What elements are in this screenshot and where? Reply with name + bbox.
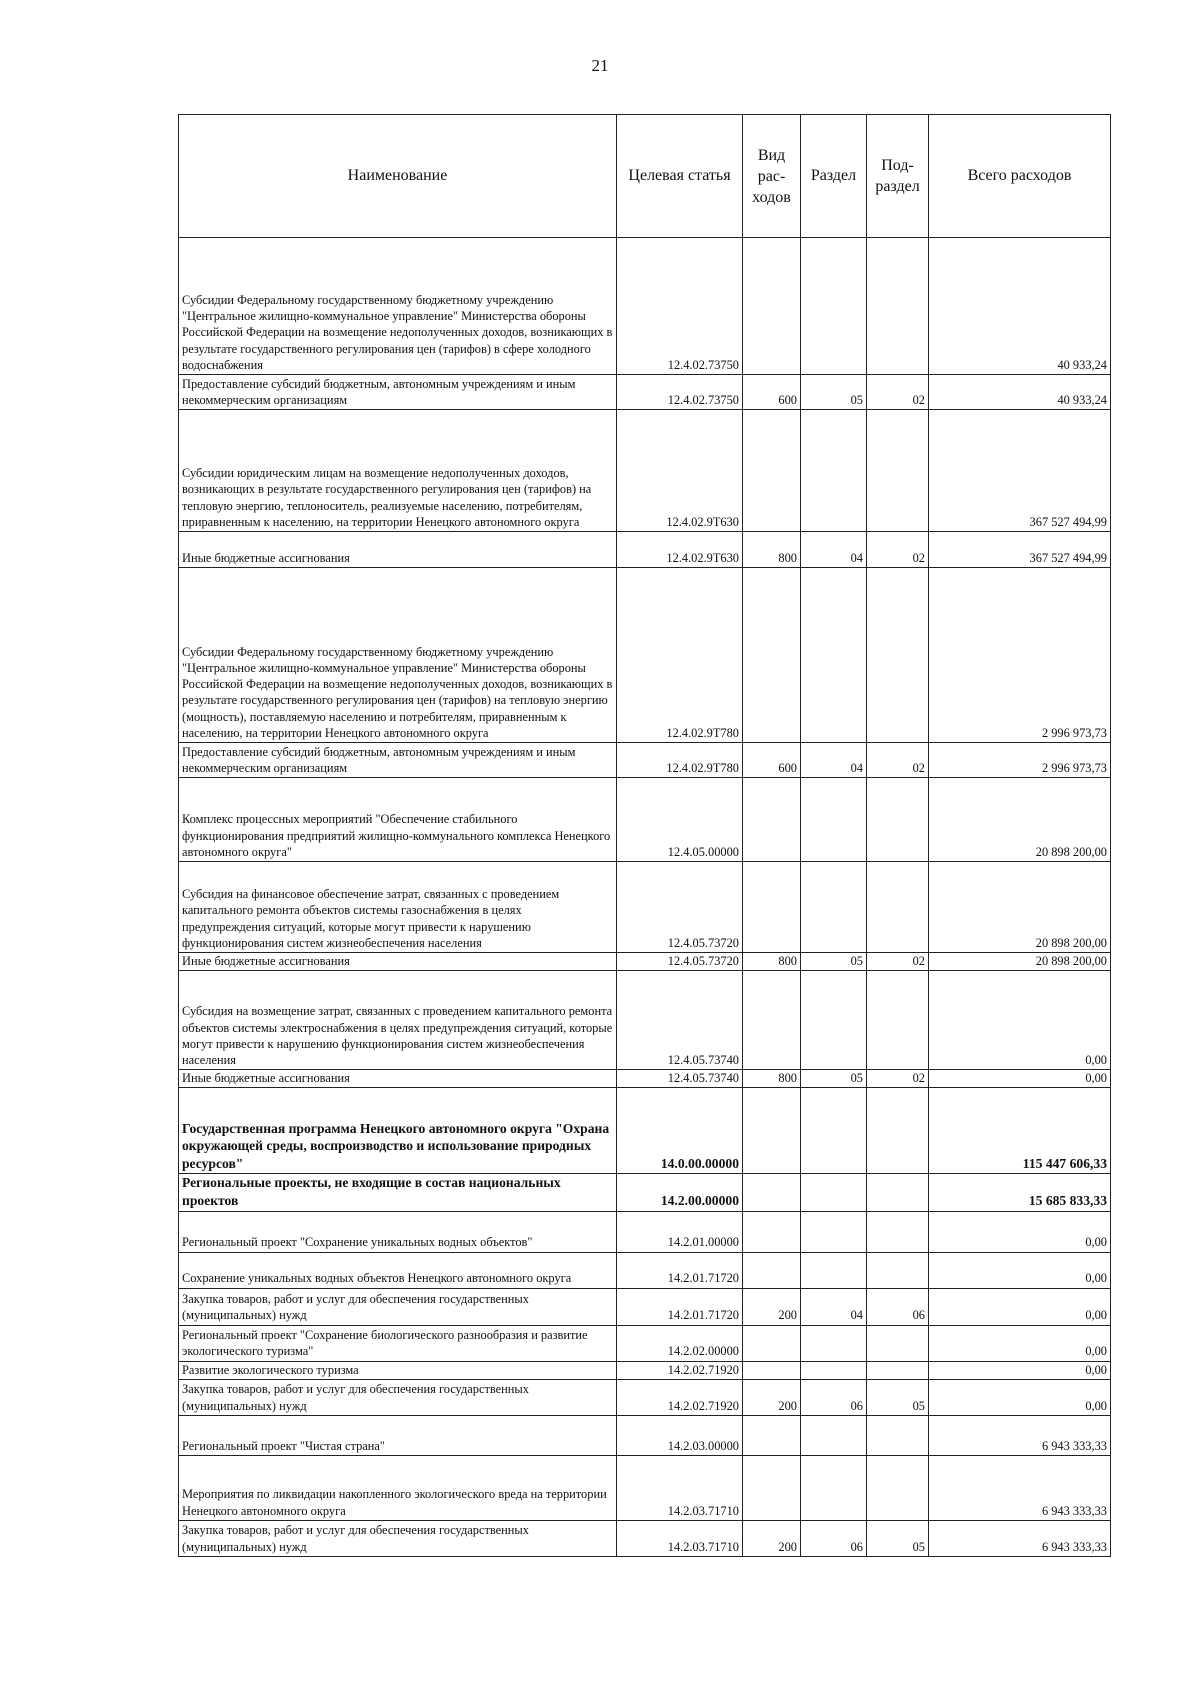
row-subsection	[867, 1361, 929, 1379]
table-row	[179, 1379, 1111, 1415]
row-target: 12.4.05.73740	[617, 1070, 743, 1088]
row-target: 12.4.05.73740	[617, 971, 743, 1070]
row-name: Развитие экологического туризма	[179, 1361, 617, 1379]
header-total: Всего расходов	[929, 115, 1111, 238]
row-target: 12.4.02.9Т780	[617, 743, 743, 778]
row-total: 0,00	[929, 1288, 1111, 1325]
row-section	[801, 1455, 867, 1520]
row-name: Закупка товаров, работ и услуг для обеспечения государственных (муниципальных) нужд	[179, 1379, 617, 1415]
row-subsection: 02	[867, 375, 929, 410]
budget-table	[178, 114, 1111, 1557]
row-type	[743, 778, 801, 862]
row-subsection	[867, 1088, 929, 1174]
row-name: Закупка товаров, работ и услуг для обеспечения государственных (муниципальных) нужд	[179, 1288, 617, 1325]
table-row	[179, 410, 1111, 532]
table-row	[179, 1174, 1111, 1211]
row-section	[801, 1325, 867, 1361]
row-name: Иные бюджетные ассигнования	[179, 1070, 617, 1088]
row-type	[743, 568, 801, 743]
row-type	[743, 971, 801, 1070]
row-name: Субсидия на возмещение затрат, связанных с проведением капитального ремонта объектов системы электроснабжения в целях предупреждения ситуаций, которые могут привести к нарушению функционирования систем жизнеобеспечения населения	[179, 971, 617, 1070]
row-subsection	[867, 1415, 929, 1455]
header-subsection: Под-раздел	[867, 115, 929, 238]
table-row	[179, 1415, 1111, 1455]
row-name: Государственная программа Ненецкого автономного округа "Охрана окружающей среды, воспроизводство и использование природных ресурсов"	[179, 1088, 617, 1174]
table-row	[179, 778, 1111, 862]
row-section: 05	[801, 375, 867, 410]
row-type	[743, 238, 801, 375]
row-total: 6 943 333,33	[929, 1415, 1111, 1455]
row-name: Мероприятия по ликвидации накопленного экологического вреда на территории Ненецкого автономного округа	[179, 1455, 617, 1520]
row-section: 06	[801, 1520, 867, 1556]
row-type: 200	[743, 1379, 801, 1415]
table-row	[179, 1455, 1111, 1520]
row-subsection	[867, 1211, 929, 1252]
row-total: 0,00	[929, 1252, 1111, 1288]
row-total: 20 898 200,00	[929, 862, 1111, 953]
row-subsection	[867, 1455, 929, 1520]
table-row	[179, 862, 1111, 953]
table-row	[179, 1088, 1111, 1174]
row-target: 14.2.01.00000	[617, 1211, 743, 1252]
row-name: Комплекс процессных мероприятий "Обеспечение стабильного функционирования предприятий жилищно-коммунального комплекса Ненецкого автономного округа"	[179, 778, 617, 862]
table-header-row	[179, 115, 1111, 238]
row-subsection	[867, 862, 929, 953]
row-type: 800	[743, 532, 801, 568]
row-section: 04	[801, 743, 867, 778]
row-subsection	[867, 778, 929, 862]
row-target: 14.2.01.71720	[617, 1252, 743, 1288]
row-section	[801, 238, 867, 375]
row-section: 04	[801, 1288, 867, 1325]
row-target: 12.4.05.00000	[617, 778, 743, 862]
table-row	[179, 1252, 1111, 1288]
row-name: Предоставление субсидий бюджетным, автономным учреждениям и иным некоммерческим организациям	[179, 375, 617, 410]
row-subsection	[867, 238, 929, 375]
row-target: 14.2.02.71920	[617, 1361, 743, 1379]
row-total: 0,00	[929, 1361, 1111, 1379]
header-section: Раздел	[801, 115, 867, 238]
table-row	[179, 1288, 1111, 1325]
row-total: 0,00	[929, 1379, 1111, 1415]
table-row	[179, 1361, 1111, 1379]
row-total: 0,00	[929, 1070, 1111, 1088]
row-type: 200	[743, 1520, 801, 1556]
row-subsection	[867, 410, 929, 532]
table-row	[179, 238, 1111, 375]
row-total: 0,00	[929, 1325, 1111, 1361]
row-subsection	[867, 971, 929, 1070]
row-type	[743, 1415, 801, 1455]
row-name: Сохранение уникальных водных объектов Ненецкого автономного округа	[179, 1252, 617, 1288]
row-total: 6 943 333,33	[929, 1520, 1111, 1556]
row-name: Иные бюджетные ассигнования	[179, 532, 617, 568]
row-target: 14.2.02.00000	[617, 1325, 743, 1361]
header-expense-type: Вид рас-ходов	[743, 115, 801, 238]
row-name: Субсидии Федеральному государственному бюджетному учреждению "Центральное жилищно-коммунальное управление" Министерства обороны Российской Федерации на возмещение недополученных доходов, возникающих в результате государственного регулирования цен (тарифов) на тепловую энергию (мощность), поставляемую населению и потребителям, приравненным к населению, на территории Ненецкого автономного округа	[179, 568, 617, 743]
row-subsection: 02	[867, 953, 929, 971]
row-type	[743, 1088, 801, 1174]
row-target: 12.4.02.9Т780	[617, 568, 743, 743]
row-type	[743, 1174, 801, 1211]
row-name: Предоставление субсидий бюджетным, автономным учреждениям и иным некоммерческим организациям	[179, 743, 617, 778]
row-target: 14.2.03.00000	[617, 1415, 743, 1455]
row-name: Иные бюджетные ассигнования	[179, 953, 617, 971]
row-section	[801, 1252, 867, 1288]
row-section: 04	[801, 532, 867, 568]
row-subsection: 02	[867, 532, 929, 568]
row-total: 20 898 200,00	[929, 953, 1111, 971]
row-total: 367 527 494,99	[929, 532, 1111, 568]
row-type: 600	[743, 743, 801, 778]
row-name: Региональный проект "Сохранение биологического разнообразия и развитие экологического туризма"	[179, 1325, 617, 1361]
row-type	[743, 410, 801, 532]
row-type	[743, 1325, 801, 1361]
row-total: 0,00	[929, 971, 1111, 1070]
row-total: 20 898 200,00	[929, 778, 1111, 862]
row-type: 200	[743, 1288, 801, 1325]
header-target-article: Целевая статья	[617, 115, 743, 238]
row-subsection	[867, 1252, 929, 1288]
row-type	[743, 1252, 801, 1288]
row-name: Региональный проект "Сохранение уникальных водных объектов"	[179, 1211, 617, 1252]
row-subsection: 06	[867, 1288, 929, 1325]
row-name: Региональный проект "Чистая страна"	[179, 1415, 617, 1455]
table-row	[179, 953, 1111, 971]
row-type: 600	[743, 375, 801, 410]
row-target: 12.4.02.9Т630	[617, 532, 743, 568]
row-subsection: 02	[867, 743, 929, 778]
row-total: 0,00	[929, 1211, 1111, 1252]
row-section: 06	[801, 1379, 867, 1415]
row-target: 14.0.00.00000	[617, 1088, 743, 1174]
row-total: 40 933,24	[929, 238, 1111, 375]
row-total: 6 943 333,33	[929, 1455, 1111, 1520]
row-section	[801, 1174, 867, 1211]
row-section	[801, 568, 867, 743]
table-row	[179, 568, 1111, 743]
row-name: Субсидии Федеральному государственному бюджетному учреждению "Центральное жилищно-коммунальное управление" Министерства обороны Российской Федерации на возмещение недополученных доходов, возникающих в результате государственного регулирования цен (тарифов) в сфере холодного водоснабжения	[179, 238, 617, 375]
row-name: Субсидия на финансовое обеспечение затрат, связанных с проведением капитального ремонта объектов системы газоснабжения в целях предупреждения ситуаций, которые могут привести к нарушению функционирования систем жизнеобеспечения населения	[179, 862, 617, 953]
row-total: 2 996 973,73	[929, 568, 1111, 743]
row-subsection: 02	[867, 1070, 929, 1088]
row-total: 2 996 973,73	[929, 743, 1111, 778]
row-target: 12.4.02.73750	[617, 375, 743, 410]
row-target: 12.4.02.73750	[617, 238, 743, 375]
table-row	[179, 743, 1111, 778]
table-row	[179, 532, 1111, 568]
row-target: 12.4.05.73720	[617, 862, 743, 953]
row-name: Субсидии юридическим лицам на возмещение недополученных доходов, возникающих в результате государственного регулирования цен (тарифов) на тепловую энергию, теплоноситель, реализуемые населению, потребителям, приравненным к населению, на территории Ненецкого автономного округа	[179, 410, 617, 532]
row-type	[743, 1361, 801, 1379]
row-subsection: 05	[867, 1520, 929, 1556]
row-total: 15 685 833,33	[929, 1174, 1111, 1211]
row-type: 800	[743, 1070, 801, 1088]
row-total: 115 447 606,33	[929, 1088, 1111, 1174]
row-section	[801, 778, 867, 862]
row-section	[801, 1415, 867, 1455]
page-number: 21	[591, 56, 609, 75]
row-subsection	[867, 1174, 929, 1211]
row-target: 14.2.01.71720	[617, 1288, 743, 1325]
row-section	[801, 1361, 867, 1379]
row-subsection	[867, 1325, 929, 1361]
row-target: 12.4.05.73720	[617, 953, 743, 971]
table-row	[179, 1520, 1111, 1556]
table-row	[179, 1211, 1111, 1252]
table-row	[179, 375, 1111, 410]
row-section	[801, 410, 867, 532]
row-section	[801, 862, 867, 953]
row-total: 367 527 494,99	[929, 410, 1111, 532]
row-target: 14.2.03.71710	[617, 1455, 743, 1520]
row-subsection: 05	[867, 1379, 929, 1415]
row-type	[743, 1211, 801, 1252]
row-type	[743, 862, 801, 953]
table-row	[179, 1325, 1111, 1361]
row-section: 05	[801, 1070, 867, 1088]
row-target: 14.2.02.71920	[617, 1379, 743, 1415]
row-name: Закупка товаров, работ и услуг для обеспечения государственных (муниципальных) нужд	[179, 1520, 617, 1556]
row-section	[801, 1088, 867, 1174]
row-type	[743, 1455, 801, 1520]
row-name: Региональные проекты, не входящие в состав национальных проектов	[179, 1174, 617, 1211]
table-row	[179, 971, 1111, 1070]
row-target: 12.4.02.9Т630	[617, 410, 743, 532]
row-target: 14.2.03.71710	[617, 1520, 743, 1556]
row-section	[801, 1211, 867, 1252]
row-section: 05	[801, 953, 867, 971]
row-subsection	[867, 568, 929, 743]
row-type: 800	[743, 953, 801, 971]
table-row	[179, 1070, 1111, 1088]
row-total: 40 933,24	[929, 375, 1111, 410]
header-name: Наименование	[179, 115, 617, 238]
row-section	[801, 971, 867, 1070]
row-target: 14.2.00.00000	[617, 1174, 743, 1211]
